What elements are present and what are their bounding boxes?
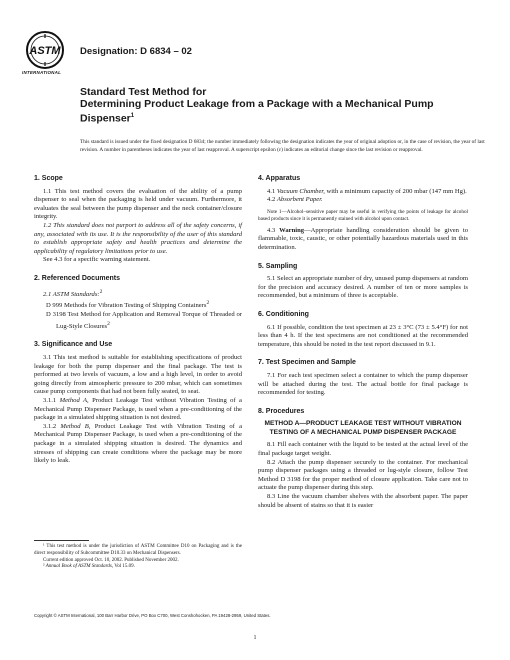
section-heading: 3. Significance and Use [34,341,113,349]
section-heading: 7. Test Specimen and Sample [258,359,356,367]
reference-text: D 999 Methods for Vibration Testing of Shipping Containers [46,302,207,310]
section-heading: 1. Scope [34,175,63,182]
reference-item [34,299,242,311]
clause-number: 3.1.2 [43,422,57,430]
issued-note: This standard is issued under the fixed designation D 6834; the number immediately following the designation indicates the year of original adoption or, in the case of revision, the year of last revision. A number in parentheses indicates the year of last reapproval. A superscript epsilon (ε) indicates an editorial change since the last revision or reapproval. [80,139,485,153]
designation: Designation: D 6834 – 02 [80,46,192,57]
section-heading: 6. Conditioning [258,310,309,318]
paragraph: 1.2 This standard does not purport to address all of the safety concerns, if any, associated with its use. It is the responsibility of the user of this standard to establish appropriate safety and health practices and determine the applicability of regulatory limitations prior to use. [34,221,242,255]
standard-title [80,98,460,125]
logo-caption: INTERNATIONAL [22,70,62,75]
paragraph: See 4.3 for a specific warning statement. [43,256,151,264]
clause-number: 4.2 [267,196,276,204]
paragraph-text: 2.1 ASTM Standards: [43,290,100,298]
paragraph [34,423,242,466]
footnotes [34,544,242,571]
footnote: Current edition approved Oct. 10, 2002. Published November 2002. [43,557,179,563]
standard-type: Standard Test Method for [80,86,207,98]
footnote-title: Annual Book of ASTM Standards, [45,564,114,570]
reference-text: D 3198 Test Method for Application and Removal Torque of Threaded or Lug-Style Closures [46,311,242,330]
left-column [34,175,242,466]
paragraph: 3.1 This test method is suitable for establishing specifications of product leakage for both the pump dispenser and the final package. The test is performed at two levels of vacuum, a low and a high level, in order to avoid going directly from atmospheric pressure to 200 mbar, which can sometimes cause pump components that had not been fully seated, to seat. [34,354,242,396]
paragraph [34,397,242,423]
paragraph: 8.3 Line the vacuum chamber shelves with the absorbent paper. The paper should be absent of stains so that it is easier [258,493,468,509]
section-heading: 2. Referenced Documents [34,274,120,282]
method-name: Method B, [60,422,91,430]
footnote [34,564,242,571]
footnote: ¹ This test method is under the jurisdiction of ASTM Committee D10 on Packaging and is the direct responsibility of Subcommittee D10.33 on Mechanical Dispensers. [34,544,242,556]
apparatus-name: Vacuum Chamber, [276,187,325,195]
paragraph [34,288,242,300]
reference-item [34,311,242,331]
svg-text:ASTM: ASTM [29,45,61,57]
paragraph [258,196,468,205]
footnote-ref: 2 [206,300,210,307]
method-heading: METHOD A—PRODUCT LEAKAGE TEST WITHOUT VIBRATION TESTING OF A MECHANICAL PUMP DISPENSER PACKAGE [264,420,462,436]
paragraph-text: —Appropriate handling consideration should be given to flammable, toxic, caustic, or other potentially hazardous materials used in this determination. [258,226,468,251]
paragraph-text: with a minimum capacity of 200 mbar (147 mm Hg). [326,187,467,195]
paragraph: 5.1 Select an appropriate number of dry, unused pump dispensers at random for the precision and accuracy desired. A number of ten or more samples is recommended, but a minimum of three is acceptable. [258,275,468,300]
section-heading: 5. Sampling [258,262,298,270]
footnote-ref: 2 [99,288,103,295]
footnote-text: Vol 15.09. [114,564,135,570]
section-heading: 8. Procedures [258,407,305,415]
paragraph: 1.1 This test method covers the evaluation of the ability of a pump dispenser to seal when the packaging is held under vacuum. Furthermore, it evaluates the seal between the pump dispenser and the neck container/closure integrity. [34,187,242,221]
clause-number: 3.1.1 [43,397,57,405]
title-footnote-ref: 1 [130,113,135,120]
paragraph-text: Product Leakage Test with Vibration Testing of a Mechanical Pump Dispenser Package, is used when a pre-conditioning of the package in a simulated shipping situation is desired. The dynamics and stresses of shipping can create conditions where the package may be more likely to leak. [34,422,242,465]
paragraph: 8.2 Attach the pump dispenser securely to the container. For mechanical pump dispenser packages using a threaded or lug-style closure, follow Test Method D 3198 for the proper method of closure application. Take care not to actuate the pump dispenser during this step. [258,458,468,492]
paragraph [258,227,468,253]
footnote-ref: 2 [107,320,110,327]
warning-label: Warning [279,226,305,234]
paragraph-text: Product Leakage Test without Vibration Testing of a Mechanical Pump Dispenser Package, is used when a pre-conditioning of the package in a simulated shipping situation is not desired. [34,397,242,422]
right-column [258,175,468,510]
clause-number: 4.3 [267,226,276,234]
copyright-notice: Copyright © ASTM International, 100 Barr Harbor Drive, PO Box C700, West Conshohocken, PA 19428-2959, United States. [34,613,271,618]
clause-number: 4.1 [267,187,276,195]
page-number: 1 [253,635,257,641]
method-name: Method A, [59,397,89,405]
note: Note 1—Alcohol–sensitive paper may be useful in verifying the points of leakage for alcohol based products since it is permanently stained with alcohol upon contact. [258,208,468,222]
paragraph: 6.1 If possible, condition the test specimen at 23 ± 3°C (73 ± 5.4°F) for not less than 4 h. If the test specimens are not conditioned at the recommended temperature, this should be noted in the test report discussed in 9.1. [258,323,468,348]
section-heading: 4. Apparatus [258,175,301,182]
title-text: Determining Product Leakage from a Package with a Mechanical Pump Dispenser [80,98,434,125]
apparatus-name: Absorbent Paper. [276,196,323,204]
footnote-divider [34,540,89,541]
paragraph [258,188,468,197]
paragraph: 7.1 For each test specimen select a container to which the pump dispenser will be attached during the test. The actual bottle for final package is recommended for testing. [258,371,468,397]
footnote-mark: ² [43,564,45,570]
paragraph: 8.1 Fill each container with the liquid to be tested at the actual level of the final package target weight. [258,441,468,458]
